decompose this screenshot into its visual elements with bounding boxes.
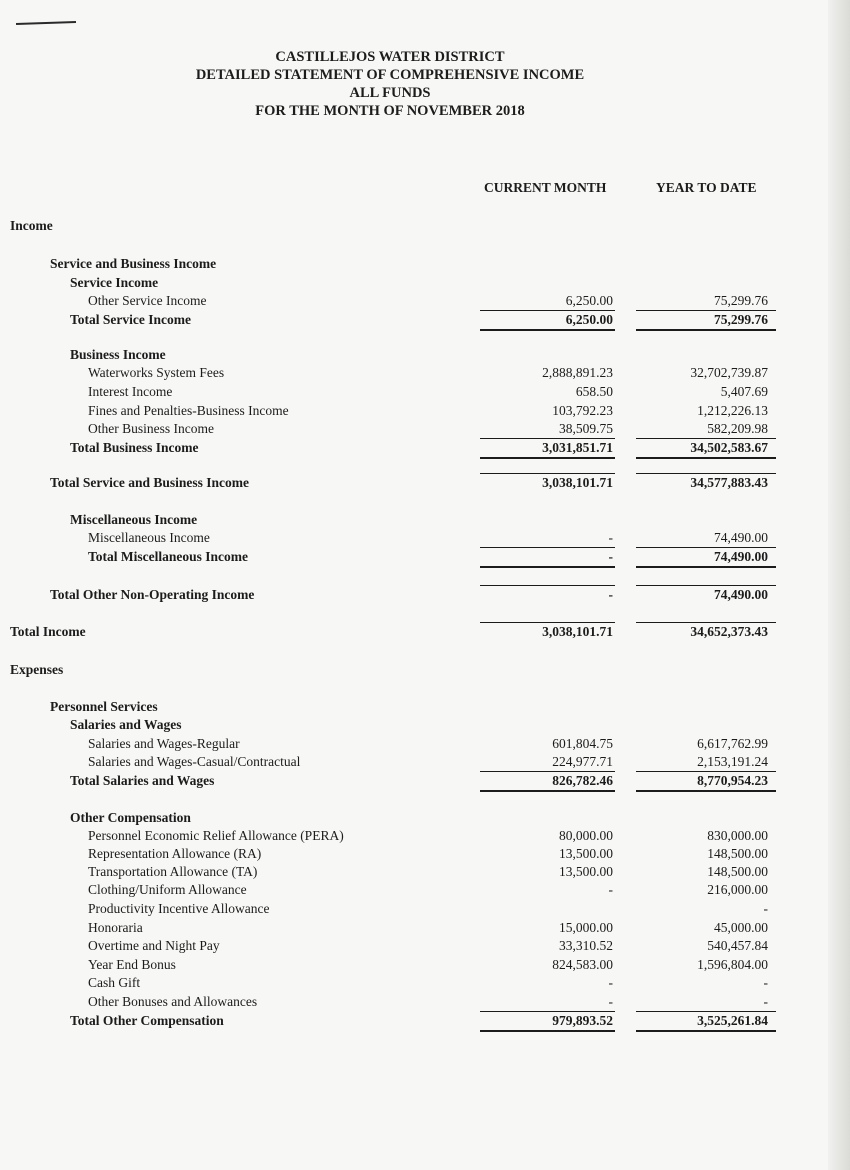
column-rule — [480, 1011, 615, 1012]
column-rule — [480, 622, 615, 623]
total-underline — [480, 329, 615, 331]
row-label: Productivity Incentive Allowance — [88, 901, 270, 916]
row-label: Other Business Income — [88, 421, 214, 436]
column-rule — [480, 473, 615, 474]
year-to-date-value: 75,299.76 — [714, 312, 768, 327]
total-underline — [636, 457, 776, 459]
statement-row — [0, 662, 850, 680]
row-label: Total Other Compensation — [70, 1013, 224, 1028]
column-rule — [636, 585, 776, 586]
current-month-header: CURRENT MONTH — [484, 180, 607, 195]
year-to-date-value: 45,000.00 — [714, 920, 768, 935]
current-month-value: 3,031,851.71 — [542, 440, 613, 455]
row-label: Income — [10, 218, 53, 233]
statement-row — [0, 218, 850, 236]
total-underline — [636, 566, 776, 568]
column-rule — [480, 310, 615, 311]
current-month-value: 80,000.00 — [559, 828, 613, 843]
current-month-value: - — [608, 549, 613, 564]
statement-row — [0, 475, 850, 493]
row-label: Other Service Income — [88, 293, 207, 308]
statement-row — [0, 975, 850, 993]
row-label: Transportation Allowance (TA) — [88, 864, 258, 879]
statement-row — [0, 864, 850, 882]
period-label: FOR THE MONTH OF NOVEMBER 2018 — [255, 103, 525, 119]
statement-row — [0, 846, 850, 864]
column-rule — [636, 438, 776, 439]
statement-row — [0, 920, 850, 938]
statement-row — [0, 312, 850, 330]
statement-row — [0, 957, 850, 975]
statement-row — [0, 512, 850, 530]
year-to-date-value: 6,617,762.99 — [697, 736, 768, 751]
statement-row — [0, 549, 850, 567]
current-month-value: 824,583.00 — [552, 957, 613, 972]
statement-row — [0, 347, 850, 365]
current-month-value: 826,782.46 — [552, 773, 613, 788]
year-to-date-value: 148,500.00 — [707, 846, 768, 861]
statement-row — [0, 256, 850, 274]
row-label: Personnel Economic Relief Allowance (PERA) — [88, 828, 344, 843]
row-label: Honoraria — [88, 920, 143, 935]
current-month-value: 3,038,101.71 — [542, 624, 613, 639]
row-label: Total Other Non-Operating Income — [50, 587, 255, 602]
current-month-value: - — [608, 994, 613, 1009]
total-underline — [480, 566, 615, 568]
statement-row — [0, 587, 850, 605]
total-underline — [480, 790, 615, 792]
total-underline — [636, 1030, 776, 1032]
statement-row — [0, 736, 850, 754]
row-label: Total Service Income — [70, 312, 191, 327]
statement-row — [0, 699, 850, 717]
current-month-value: 601,804.75 — [552, 736, 613, 751]
current-month-value: 224,977.71 — [552, 754, 613, 769]
column-rule — [636, 1011, 776, 1012]
row-label: Fines and Penalties-Business Income — [88, 403, 289, 418]
statement-row — [0, 421, 850, 439]
statement-row — [0, 773, 850, 791]
row-label: Year End Bonus — [88, 957, 176, 972]
row-label: Overtime and Night Pay — [88, 938, 220, 953]
row-label: Salaries and Wages — [70, 717, 182, 732]
current-month-value: 658.50 — [575, 384, 613, 399]
row-label: Clothing/Uniform Allowance — [88, 882, 247, 897]
year-to-date-value: 74,490.00 — [714, 530, 768, 545]
year-to-date-value: 8,770,954.23 — [697, 773, 768, 788]
total-underline — [636, 329, 776, 331]
year-to-date-value: 34,502,583.67 — [690, 440, 768, 455]
row-label: Other Bonuses and Allowances — [88, 994, 258, 1009]
current-month-value: 38,509.75 — [559, 421, 613, 436]
statement-row — [0, 275, 850, 293]
row-label: Business Income — [70, 347, 166, 362]
current-month-value: - — [608, 882, 613, 897]
row-label: Interest Income — [88, 384, 173, 399]
row-label: Expenses — [10, 662, 64, 677]
scan-mark — [16, 21, 76, 25]
row-label: Waterworks System Fees — [88, 365, 225, 380]
column-rule — [636, 547, 776, 548]
year-to-date-value: - — [763, 975, 768, 990]
current-month-value: 3,038,101.71 — [542, 475, 613, 490]
current-month-value: 13,500.00 — [559, 846, 613, 861]
statement-row — [0, 624, 850, 642]
year-to-date-value: 148,500.00 — [707, 864, 768, 879]
year-to-date-value: 1,596,804.00 — [697, 957, 768, 972]
statement-row — [0, 828, 850, 846]
row-label: Salaries and Wages-Regular — [88, 736, 240, 751]
current-month-value: 979,893.52 — [552, 1013, 613, 1028]
current-month-value: 103,792.23 — [552, 403, 613, 418]
row-label: Cash Gift — [88, 975, 141, 990]
current-month-value: 13,500.00 — [559, 864, 613, 879]
year-to-date-value: 830,000.00 — [707, 828, 768, 843]
year-to-date-header: YEAR TO DATE — [656, 180, 757, 195]
statement-row — [0, 754, 850, 772]
year-to-date-value: 540,457.84 — [707, 938, 768, 953]
total-underline — [636, 790, 776, 792]
year-to-date-value: 2,153,191.24 — [697, 754, 768, 769]
statement-row — [0, 717, 850, 735]
statement-row — [0, 938, 850, 956]
statement-row — [0, 882, 850, 900]
column-rule — [480, 438, 615, 439]
row-label: Total Salaries and Wages — [70, 773, 215, 788]
column-rule — [636, 310, 776, 311]
current-month-value: - — [608, 975, 613, 990]
year-to-date-value: 74,490.00 — [714, 549, 768, 564]
funds-label: ALL FUNDS — [349, 85, 431, 101]
column-rule — [480, 547, 615, 548]
current-month-value: - — [608, 530, 613, 545]
statement-row — [0, 293, 850, 311]
year-to-date-value: 3,525,261.84 — [697, 1013, 768, 1028]
statement-row — [0, 810, 850, 828]
row-label: Personnel Services — [50, 699, 158, 714]
row-label: Service Income — [70, 275, 159, 290]
row-label: Total Service and Business Income — [50, 475, 250, 490]
statement-row — [0, 530, 850, 548]
current-month-value: 15,000.00 — [559, 920, 613, 935]
column-rule — [480, 771, 615, 772]
row-label: Total Income — [10, 624, 86, 639]
column-rule — [636, 473, 776, 474]
year-to-date-value: 5,407.69 — [720, 384, 768, 399]
year-to-date-value: 75,299.76 — [714, 293, 768, 308]
statement-header — [150, 48, 630, 120]
statement-row — [0, 440, 850, 458]
statement-row — [0, 403, 850, 421]
current-month-value: 33,310.52 — [559, 938, 613, 953]
row-label: Representation Allowance (RA) — [88, 846, 262, 861]
statement-row — [0, 365, 850, 383]
year-to-date-value: 32,702,739.87 — [690, 365, 768, 380]
year-to-date-value: 1,212,226.13 — [697, 403, 768, 418]
column-rule — [480, 585, 615, 586]
total-underline — [480, 457, 615, 459]
year-to-date-value: 34,577,883.43 — [690, 475, 768, 490]
current-month-value: 6,250.00 — [565, 312, 613, 327]
statement-row — [0, 384, 850, 402]
column-rule — [636, 622, 776, 623]
year-to-date-value: - — [763, 901, 768, 916]
org-name: CASTILLEJOS WATER DISTRICT — [275, 49, 505, 65]
row-label: Miscellaneous Income — [88, 530, 210, 545]
row-label: Other Compensation — [70, 810, 191, 825]
statement-row — [0, 901, 850, 919]
year-to-date-value: 216,000.00 — [707, 882, 768, 897]
statement-row — [0, 994, 850, 1012]
row-label: Miscellaneous Income — [70, 512, 198, 527]
statement-row — [0, 1013, 850, 1031]
current-month-value: 6,250.00 — [565, 293, 613, 308]
current-month-value: - — [608, 587, 613, 602]
row-label: Total Miscellaneous Income — [88, 549, 248, 564]
year-to-date-value: 582,209.98 — [707, 421, 768, 436]
total-underline — [480, 1030, 615, 1032]
current-month-value: 2,888,891.23 — [542, 365, 613, 380]
statement-title: DETAILED STATEMENT OF COMPREHENSIVE INCOME — [195, 67, 585, 83]
column-rule — [636, 771, 776, 772]
year-to-date-value: 74,490.00 — [714, 587, 768, 602]
row-label: Service and Business Income — [50, 256, 217, 271]
row-label: Total Business Income — [70, 440, 199, 455]
year-to-date-value: - — [763, 994, 768, 1009]
row-label: Salaries and Wages-Casual/Contractual — [88, 754, 301, 769]
year-to-date-value: 34,652,373.43 — [690, 624, 768, 639]
